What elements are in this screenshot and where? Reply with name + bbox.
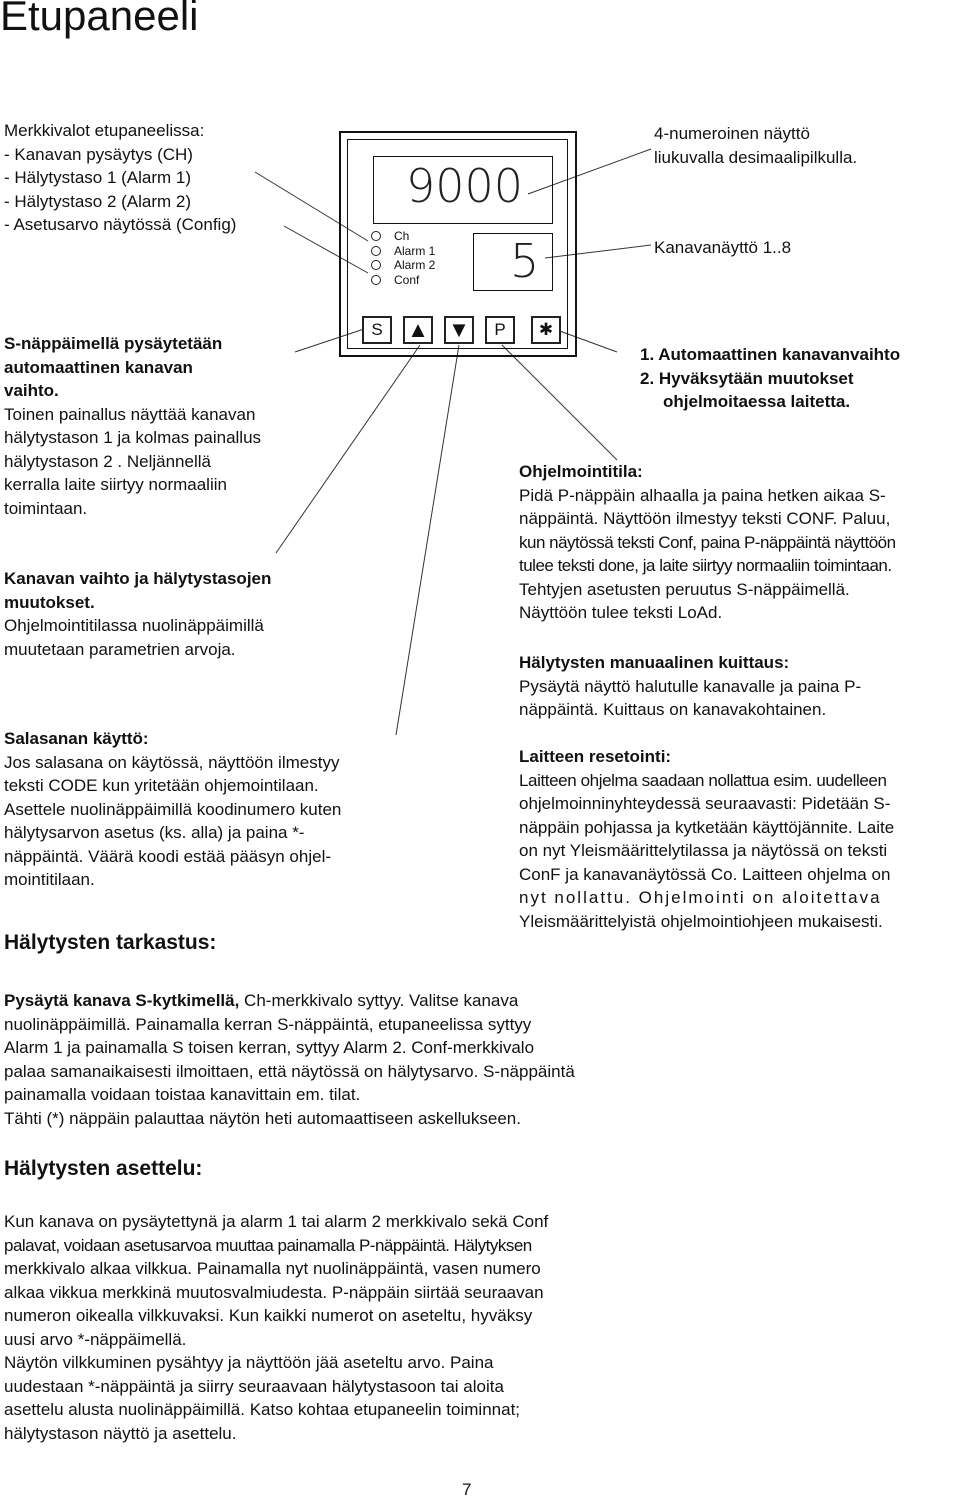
manual-ack-heading: Hälytysten manuaalinen kuittaus:	[519, 653, 790, 672]
programming-heading: Ohjelmointitila:	[519, 462, 643, 481]
password-line: näppäintä. Väärä koodi estää pääsyn ohjel-	[4, 846, 332, 866]
led-label-conf: Conf	[394, 272, 420, 287]
led-conf	[371, 275, 381, 285]
star-key-description	[640, 343, 900, 414]
reset-line: ConF ja kanavanäytössä Co. Laitteen ohjelma on	[519, 864, 891, 884]
alarm-setting-line: uusi arvo *-näppäimellä.	[4, 1329, 187, 1349]
reset-heading: Laitteen resetointi:	[519, 747, 672, 766]
alarm-check-line: painamalla voidaan toistaa kanavittain em. tilat.	[4, 1085, 361, 1104]
alarm-setting-line: merkkivalo alkaa vilkkua. Painamalla nyt nuolinäppäintä, vasen numero	[4, 1259, 541, 1278]
display-note-line: 4-numeroinen näyttö	[654, 124, 810, 143]
password-line: teksti CODE kun yritetään ohjemointilaan.	[4, 776, 319, 795]
alarm-check-body	[4, 989, 575, 1130]
star-key-line: 2. Hyväksytään muutokset	[640, 368, 854, 388]
star-key-line: 1. Automaattinen kanavanvaihto	[640, 345, 901, 364]
programming-line: kun näytössä teksti Conf, paina P-näppäintä näyttöön	[519, 532, 896, 552]
page-title: Etupaneeli	[0, 0, 199, 39]
password-line: hälytysarvon asetus (ks. alla) ja paina *-	[4, 823, 305, 842]
programming-line: Pidä P-näppäin alhaalla ja paina hetken aikaa S-	[519, 485, 886, 505]
alarm-setting-line: alkaa vikkua merkkinä muutosvalmiudesta. P-näppäin siirtää seuraavan	[4, 1282, 544, 1302]
led-alarm-2	[371, 260, 381, 270]
leader-line-down-key	[396, 345, 459, 735]
alarm-check-line	[4, 989, 575, 1013]
s-key-line: Toinen painallus näyttää kanavan	[4, 404, 256, 424]
arrow-keys-line: Ohjelmointitilassa nuolinäppäimillä	[4, 616, 264, 635]
password-line: Asettele nuolinäppäimillä koodinumero kuten	[4, 799, 342, 819]
led-ch	[371, 231, 381, 241]
arrow-keys-description	[4, 567, 271, 661]
led-label-ch: Ch	[394, 229, 410, 243]
main-display-value: 9000	[406, 159, 524, 213]
down-arrow-key-button[interactable]: ▼	[444, 316, 474, 344]
programming-line: Tehtyjen asetusten peruutus S-näppäimellä.	[519, 579, 850, 599]
programming-line: näppäintä. Näyttöön ilmestyy teksti CONF. Paluu,	[519, 509, 891, 528]
alarm-check-lead: Pysäytä kanava S-kytkimellä,	[4, 991, 240, 1010]
reset-line: ohjelmoinninyhteydessä seuraavasti: Pidetään S-	[519, 794, 891, 813]
indicators-line: - Asetusarvo näytössä (Config)	[4, 215, 237, 234]
manual-ack-line: Pysäytä näyttö halutulle kanavalle ja paina P-	[519, 676, 862, 696]
manual-ack-line: näppäintä. Kuittaus on kanavakohtainen.	[519, 700, 827, 719]
led-labels	[394, 229, 435, 287]
reset-line: on nyt Yleismäärittelytilassa ja näytössä on teksti	[519, 841, 888, 860]
leader-line-p-key	[502, 345, 617, 460]
password-heading: Salasanan käyttö:	[4, 729, 149, 748]
programming-line: Näyttöön tulee teksti LoAd.	[519, 603, 723, 622]
reset-section	[519, 745, 956, 933]
s-key-description	[4, 332, 294, 520]
led-alarm-1	[371, 246, 381, 256]
programming-line: tulee teksti done, ja laite siirtyy normaaliin toimintaan.	[519, 556, 892, 575]
p-key-button[interactable]: P	[485, 316, 515, 344]
password-section	[4, 727, 341, 892]
s-key-button[interactable]: S	[362, 316, 392, 344]
alarm-setting-heading: Hälytysten asettelu:	[4, 1157, 203, 1180]
alarm-setting-line: numeron oikealla vilkkuvaksi. Kun kaikki numerot on aseteltu, hyväksy	[4, 1306, 533, 1325]
s-key-bold-line: automaattinen kanavan	[4, 357, 193, 377]
programming-section	[519, 460, 956, 625]
alarm-setting-line: uudestaan *-näppäintä ja siirry seuraavaan hälytystasoon tai aloita	[4, 1376, 504, 1396]
alarm-setting-line: Näytön vilkkuminen pysähtyy ja näyttöön jää aseteltu arvo. Paina	[4, 1353, 494, 1372]
alarm-setting-line: Kun kanava on pysäytettynä ja alarm 1 tai alarm 2 merkkivalo sekä Conf	[4, 1212, 549, 1231]
up-arrow-key-button[interactable]: ▲	[403, 316, 433, 344]
channel-display	[473, 233, 553, 291]
s-key-line: hälytystason 2 . Neljännellä	[4, 451, 211, 471]
star-key-line: ohjelmoitaessa laitetta.	[663, 392, 851, 411]
s-key-line: toimintaan.	[4, 498, 88, 518]
s-key-bold-line: vaihto.	[4, 381, 59, 400]
alarm-setting-line: asettelu alusta nuolinäppäimillä. Katso kohtaa etupaneelin toiminnat;	[4, 1400, 521, 1419]
s-key-line: hälytystason 1 ja kolmas painallus	[4, 428, 262, 447]
reset-line: nyt nollattu. Ohjelmointi on aloitettava	[519, 888, 882, 907]
alarm-check-line: palaa samanaikaisesti ilmoittaen, että näytössä on hälytysarvo. S-näppäintä	[4, 1061, 575, 1081]
display-note-line: liukuvalla desimaalipilkulla.	[654, 147, 858, 167]
alarm-check-first-rest: Ch-merkkivalo syttyy. Valitse kanava	[239, 991, 519, 1010]
alarm-check-line: nuolinäppäimillä. Painamalla kerran S-näppäintä, etupaneelissa syttyy	[4, 1014, 532, 1034]
channel-display-value: 5	[510, 234, 540, 288]
display-note	[654, 122, 857, 169]
arrow-keys-line: muutetaan parametrien arvoja.	[4, 639, 236, 659]
star-key-button[interactable]: ✱	[531, 316, 561, 344]
alarm-setting-body	[4, 1210, 548, 1445]
s-key-line: kerralla laite siirtyy normaaliin	[4, 475, 227, 494]
reset-line: näppäin pohjassa ja kytketään käyttöjännite. Laite	[519, 817, 895, 837]
indicators-line: Merkkivalot etupaneelissa:	[4, 121, 205, 140]
indicators-line: - Kanavan pysäytys (CH)	[4, 144, 193, 164]
arrow-keys-bold-line: Kanavan vaihto ja hälytystasojen	[4, 569, 272, 588]
indicators-line: - Hälytystaso 2 (Alarm 2)	[4, 191, 192, 211]
alarm-check-line: Alarm 1 ja painamalla S toisen kerran, syttyy Alarm 2. Conf-merkkivalo	[4, 1038, 535, 1057]
alarm-setting-line: hälytystason näyttö ja asettelu.	[4, 1423, 237, 1443]
leader-line-arrow-keys	[276, 345, 420, 553]
alarm-check-heading: Hälytysten tarkastus:	[4, 931, 217, 954]
password-line: Jos salasana on käytössä, näyttöön ilmestyy	[4, 752, 340, 772]
indicators-list	[4, 119, 236, 237]
arrow-keys-bold-line: muutokset.	[4, 592, 95, 612]
led-label-alarm-2: Alarm 2	[394, 258, 436, 272]
manual-ack-section	[519, 651, 956, 722]
channel-note: Kanavanäyttö 1..8	[654, 238, 792, 257]
alarm-check-line: Tähti (*) näppäin palauttaa näytön heti automaattiseen askellukseen.	[4, 1108, 521, 1128]
reset-line: Yleismäärittelyistä ohjelmointiohjeen mukaisesti.	[519, 911, 883, 931]
s-key-bold-line: S-näppäimellä pysäytetään	[4, 334, 223, 353]
password-line: mointitilaan.	[4, 870, 95, 889]
indicators-line: - Hälytystaso 1 (Alarm 1)	[4, 168, 192, 187]
main-display	[373, 156, 553, 224]
reset-line: Laitteen ohjelma saadaan nollattua esim. uudelleen	[519, 770, 887, 790]
page-number: 7	[462, 1480, 472, 1499]
led-label-alarm-1: Alarm 1	[394, 243, 436, 258]
alarm-setting-line: palavat, voidaan asetusarvoa muuttaa painamalla P-näppäintä. Hälytyksen	[4, 1235, 532, 1255]
